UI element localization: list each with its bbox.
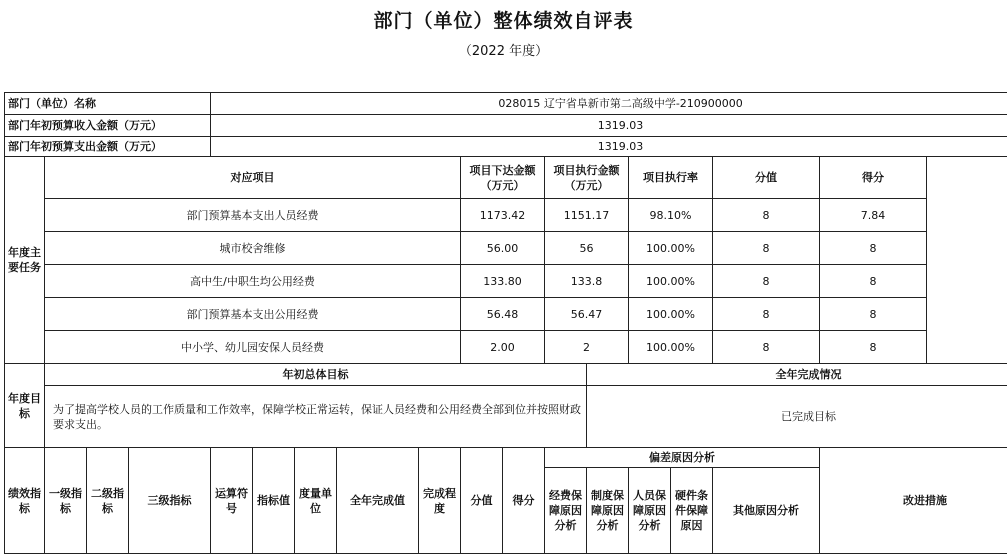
deviation-funding-reason: 经费保障原因分析 xyxy=(545,468,587,554)
goals-content-row xyxy=(5,386,1007,448)
task-row xyxy=(5,298,1007,331)
task-weight: 8 xyxy=(713,265,820,298)
task-row xyxy=(5,331,1007,364)
task-issued: 1173.42 xyxy=(461,199,545,232)
goals-target-text: 为了提高学校人员的工作质量和工作效率，保障学校正常运转，保证人员经费和公用经费全部到位并按照财政要求支出。 xyxy=(45,386,587,448)
task-row xyxy=(5,232,1007,265)
indicators-score: 得分 xyxy=(503,448,545,554)
task-row xyxy=(5,265,1007,298)
unit-name-label: 部门（单位）名称 xyxy=(5,93,211,115)
indicators-unit: 度量单位 xyxy=(295,448,337,554)
task-rate: 100.00% xyxy=(629,331,713,364)
task-executed: 56 xyxy=(545,232,629,265)
task-project: 部门预算基本支出人员经费 xyxy=(45,199,461,232)
task-row xyxy=(5,199,1007,232)
indicators-side-label: 绩效指标 xyxy=(5,448,45,554)
task-issued: 56.00 xyxy=(461,232,545,265)
task-executed: 133.8 xyxy=(545,265,629,298)
tasks-header-weight: 分值 xyxy=(713,157,820,199)
indicators-level3: 三级指标 xyxy=(129,448,211,554)
indicators-target-value: 指标值 xyxy=(253,448,295,554)
task-project: 城市校舍维修 xyxy=(45,232,461,265)
expense-row xyxy=(5,137,1007,157)
indicators-level2: 二级指标 xyxy=(87,448,129,554)
task-rate: 100.00% xyxy=(629,298,713,331)
tasks-side-label: 年度主要任务 xyxy=(5,157,45,364)
task-executed: 1151.17 xyxy=(545,199,629,232)
goals-target-header: 年初总体目标 xyxy=(45,364,587,386)
task-score: 8 xyxy=(820,232,927,265)
indicators-weight: 分值 xyxy=(461,448,503,554)
indicators-full-year-value: 全年完成值 xyxy=(337,448,419,554)
task-weight: 8 xyxy=(713,232,820,265)
indicators-deviation-header: 偏差原因分析 xyxy=(545,448,820,468)
tasks-header-score: 得分 xyxy=(820,157,927,199)
deviation-other-reason: 其他原因分析 xyxy=(713,468,820,554)
task-issued: 133.80 xyxy=(461,265,545,298)
task-project: 部门预算基本支出公用经费 xyxy=(45,298,461,331)
goals-header-row xyxy=(5,364,1007,386)
task-rate: 100.00% xyxy=(629,265,713,298)
indicators-improvement: 改进措施 xyxy=(820,448,1007,554)
unit-name-value: 028015 辽宁省阜新市第二高级中学-210900000 xyxy=(211,93,1007,115)
task-weight: 8 xyxy=(713,298,820,331)
tasks-header-project: 对应项目 xyxy=(45,157,461,199)
indicators-completion-degree: 完成程度 xyxy=(419,448,461,554)
deviation-hardware-reason: 硬件条件保障原因 xyxy=(671,468,713,554)
goals-side-label: 年度目标 xyxy=(5,364,45,448)
task-project: 高中生/中职生均公用经费 xyxy=(45,265,461,298)
tasks-header-issued: 项目下达金额（万元） xyxy=(461,157,545,199)
page-title: 部门（单位）整体绩效自评表 xyxy=(373,10,634,32)
task-issued: 2.00 xyxy=(461,331,545,364)
year-subtitle: （2022 年度） xyxy=(458,44,549,59)
task-executed: 2 xyxy=(545,331,629,364)
task-score: 7.84 xyxy=(820,199,927,232)
task-rate: 100.00% xyxy=(629,232,713,265)
tasks-header-executed: 项目执行金额（万元） xyxy=(545,157,629,199)
task-project: 中小学、幼儿园安保人员经费 xyxy=(45,331,461,364)
task-weight: 8 xyxy=(713,331,820,364)
budget-income-label: 部门年初预算收入金额（万元） xyxy=(5,115,211,137)
tasks-header-rate: 项目执行率 xyxy=(629,157,713,199)
budget-expense-label: 部门年初预算支出金额（万元） xyxy=(5,137,211,157)
task-score: 8 xyxy=(820,265,927,298)
task-score: 8 xyxy=(820,331,927,364)
task-score: 8 xyxy=(820,298,927,331)
goals-completion-header: 全年完成情况 xyxy=(587,364,1007,386)
indicators-level1: 一级指标 xyxy=(45,448,87,554)
budget-expense-value: 1319.03 xyxy=(211,137,1007,157)
deviation-system-reason: 制度保障原因分析 xyxy=(587,468,629,554)
task-executed: 56.47 xyxy=(545,298,629,331)
deviation-staff-reason: 人员保障原因分析 xyxy=(629,468,671,554)
task-issued: 56.48 xyxy=(461,298,545,331)
goals-completion-text: 已完成目标 xyxy=(587,386,1007,448)
income-row xyxy=(5,115,1007,137)
self-assessment-table xyxy=(4,92,1007,554)
task-rate: 98.10% xyxy=(629,199,713,232)
indicators-calc-symbol: 运算符号 xyxy=(211,448,253,554)
unit-row xyxy=(5,93,1007,115)
indicators-header-row xyxy=(5,448,1007,468)
budget-income-value: 1319.03 xyxy=(211,115,1007,137)
tasks-header-row xyxy=(5,157,1007,199)
task-weight: 8 xyxy=(713,199,820,232)
